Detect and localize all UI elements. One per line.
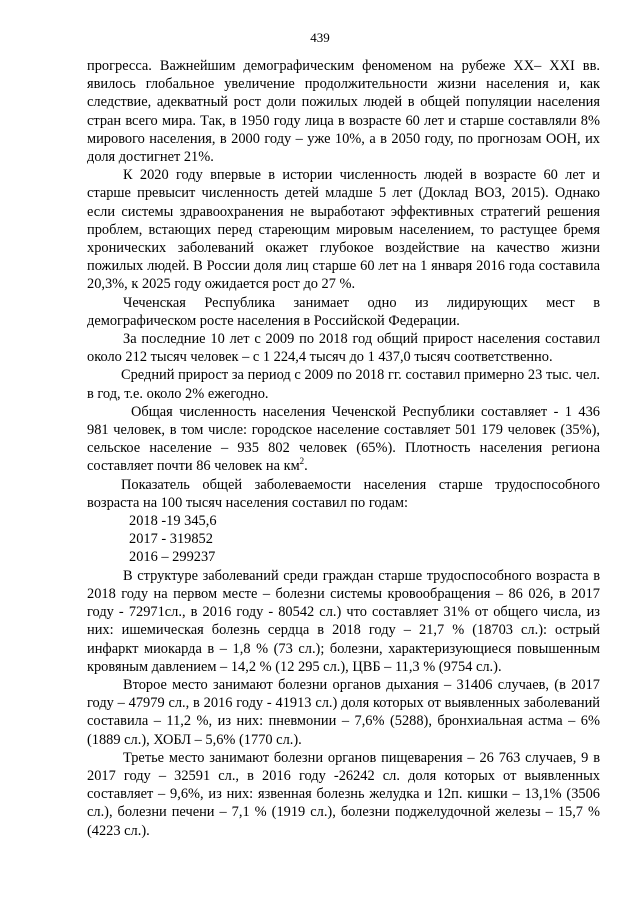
paragraph-progress: прогресса. Важнейшим демографическим феноменом на рубеже ХХ– XXI вв. явилось глобальное увеличение продолжительности жизни населения и, как следствие, адекватный рост доли пожилых людей в общей популяции населения стран всего мира. Так, в 1950 году лица в возрасте 60 лет и старше составляли 8% мирового населения, в 2000 году – уже 10%, а в 2050 году, по прогнозам ООН, их доля достигнет 21%.: [87, 58, 600, 166]
paragraph-population-growth: За последние 10 лет с 2009 по 2018 год общий прирост населения составил около 212 тысяч человек – с 1 224,4 тысяч до 1 437,0 тысяч соответственно.: [87, 331, 600, 366]
paragraph-circulatory-diseases: В структуре заболеваний среди граждан старше трудоспособного возраста в 2018 году на первом месте – болезни системы кровообращения – 86 026, в 2017 году - 72971сл., в 2016 году - 80542 сл.) что составляет 31% от общего числа, из них: ишемическая болезнь сердца в 2018 году – 21,7 % (18703 сл.): острый инфаркт миокарда в – 1,8 % (73 сл.); болезни, характеризующиеся повышенным кровяным давлением – 14,2 % (12 295 сл.), ЦВБ – 11,3 % (9754 сл.).: [87, 567, 600, 675]
population-text-end: .: [304, 458, 308, 475]
paragraph-respiratory-diseases: Второе место занимают болезни органов дыхания – 31406 случаев, (в 2017 году – 47979 сл., в 2016 году - 41913 сл.) доля которых от выявленных заболеваний составила – 11,2 %, из них: пневмонии – 7,6% (5288), бронхиальная астма – 6% (1889 сл.), ХОБЛ – 5,6% (1770 сл.).: [87, 676, 600, 748]
list-item: 2018 -19 345,6: [129, 513, 217, 530]
list-item: 2016 – 299237: [129, 549, 216, 566]
paragraph-average-growth: Средний прирост за период с 2009 по 2018 гг. составил примерно 23 тыс. чел. в год, т.е. около 2% ежегодно.: [87, 367, 600, 402]
page-number: 439: [310, 30, 330, 45]
document-body: [87, 57, 600, 840]
population-text: Общая численность населения Чеченской Республики составляет - 1 436 981 человек, в том числе: городское население составляет 501 179 человек (35%), сельское население – 935 802 человек (65%). Плотность населения региона составляет почти 86 человек на км: [87, 403, 600, 475]
list-item: 2017 - 319852: [129, 531, 213, 548]
morbidity-by-year-list: [87, 512, 600, 567]
km-squared-superscript: 2: [299, 456, 305, 467]
paragraph-who-report: К 2020 году впервые в истории численность людей в возрасте 60 лет и старше превысит численность детей младше 5 лет (Доклад ВОЗ, 2015). Однако если системы здравоохранения не выработают эффективных стратегий решения проблем, встающих перед стареющим мировым населением, то растущее бремя хронических заболеваний окажет глубокое воздействие на качество жизни пожилых людей. В России доля лиц старше 60 лет на 1 января 2016 года составила 20,3%, к 2025 году ожидается рост до 27 %.: [87, 167, 600, 293]
paragraph-chechen-republic: Чеченская Республика занимает одно из лидирующих мест в демографическом росте населения в Российской Федерации.: [87, 294, 600, 329]
paragraph-total-population: [87, 403, 600, 476]
paragraph-morbidity-intro: Показатель общей заболеваемости населения старше трудоспособного возраста на 100 тысяч населения составил по годам:: [87, 476, 600, 511]
paragraph-digestive-diseases: Третье место занимают болезни органов пищеварения – 26 763 случаев, 9 в 2017 году – 32591 сл., в 2016 году -26242 сл. доля которых от выявленных составляет – 9,6%, из них: язвенная болезнь желудка и 12п. кишки – 13,1% (3506 сл.), болезни печени – 7,1 % (1919 сл.), болезни поджелудочной железы – 15,7 % (4223 сл.).: [87, 749, 600, 839]
